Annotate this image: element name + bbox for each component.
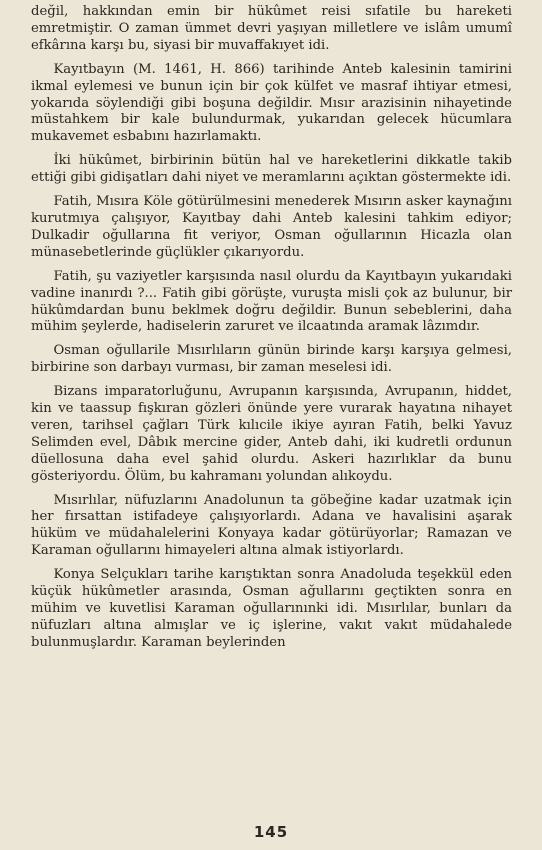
paragraph-7: Bizans imparatorluğunu, Avrupanın karşısında, Avrupanın, hiddet, kin ve taassup fışkıran gözleri önünde yere vurarak hayatına nihayet veren, tarihsel çağları Türk kılıcile ikiye ayıran Fatih, belki Yavuz Selimden evel, Dâbık mercine gider, Anteb dahi, iki kudretli ordunun düellosuna daha evel şahid olurdu. Askeri hazırlıklar da bunu gösteriyordu. Ölüm, bu kahramanı yolundan alıkoydu.	[31, 384, 512, 484]
paragraph-9: Konya Selçukları tarihe karıştıktan sonra Anadoluda teşekkül eden küçük hükûmetler arasında, Osman ağullarını geçtikten sonra en mühim ve kuvetlisi Karaman oğullarınınki idi. Mısırlılar, bunları da nüfuzları altına almışlar ve iç işlerine, vakıt vakıt müdahalede bulunmuşlardır. Karaman beylerinden	[31, 567, 512, 650]
paragraph-1: değil, hakkından emin bir hükûmet reisi sıfatile bu hareketi emretmiştir. O zaman ümmet devri yaşıyan milletlere ve islâm umumî efkârına karşı bu, siyasi bir muvaffakıyet idi.	[31, 4, 512, 53]
paragraph-3: İki hükûmet, birbirinin bütün hal ve hareketlerini dikkatle takib ettiği gibi gidişatları dahi niyet ve meramlarını açıktan göstermekte idi.	[31, 153, 512, 186]
page-number: 145	[253, 823, 289, 841]
paragraph-4: Fatih, Mısıra Köle götürülmesini menederek Mısırın asker kaynağını kurutmıya çalışıyor, Kayıtbay dahi Anteb kalesini tahkim ediyor; Dulkadir oğullarına fit veriyor, Osman oğullarının Hicazla olan münasebetlerinde güçlükler çıkarıyordu.	[31, 194, 512, 260]
paragraph-5: Fatih, şu vaziyetler karşısında nasıl olurdu da Kayıtbayın yukarıdaki vadine inanırdı ?... Fatih gibi görüşte, vuruşta misli çok az bulunur, bir hükûmdardan bunu beklmek doğru değildir. Bunun sebeblerini, daha mühim şeylerde, hadiselerin zaruret ve ilcaatında aramak lâzımdır.	[31, 268, 512, 335]
paragraph-2: Kayıtbayın (M. 1461, H. 866) tarihinde Anteb kalesinin tamirini ikmal eylemesi ve bunun için bir çok külfet ve masraf ihtiyar etmesi, yokarıda söylendiği gibi boşuna değildir. Mısır arazisinin nihayetinde müstahkem bir kale bulundurmak, yukarıdan gelecek hücumlara mukavemet esbabını hazırlamaktı.	[31, 61, 512, 145]
paragraph-6: Osman oğullarile Mısırlıların günün birinde karşı karşıya gelmesi, birbirine son darbayı vurması, bir zaman meselesi idi.	[31, 343, 512, 376]
paragraph-8: Mısırlılar, nüfuzlarını Anadolunun ta göbeğine kadar uzatmak için her fırsattan istifadeye çalışıyorlardı. Adana ve havalisini aşarak hüküm ve müdahalelerini Konyaya kadar götürüyorlar; Ramazan ve Karaman oğullarını himayeleri altına almak istiyorlardı.	[31, 492, 512, 559]
